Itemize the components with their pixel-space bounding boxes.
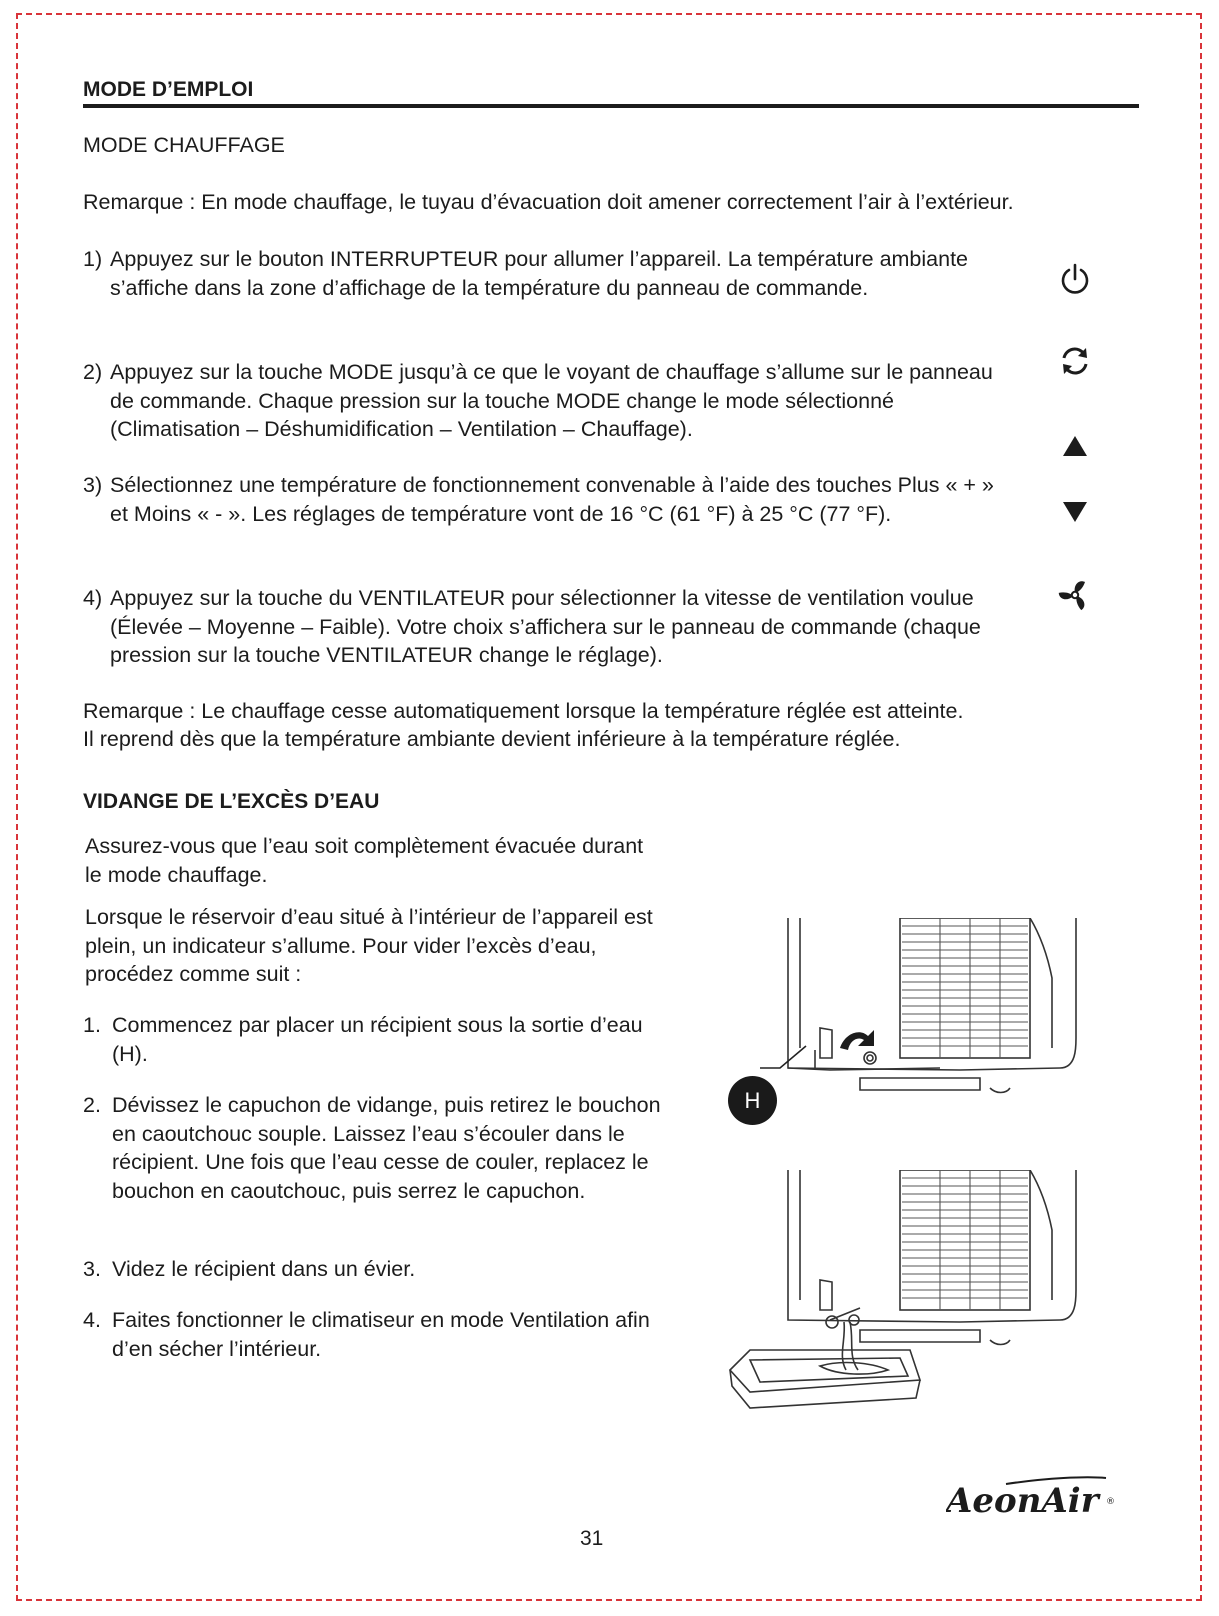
drain-intro: Assurez-vous que l’eau soit complètement évacuée durant le mode chauffage.	[85, 834, 644, 887]
step-number: 2.	[83, 1093, 101, 1117]
drain-intro: Lorsque le réservoir d’eau situé à l’intérieur de l’appareil est plein, un indicateur s’allume. Pour vider l’excès d’eau, procédez comme suit :	[85, 905, 653, 986]
page-title: MODE D’EMPLOI	[83, 78, 1139, 108]
callout-badge: H	[728, 1076, 777, 1125]
drain-step	[83, 1255, 683, 1284]
step-number: 2)	[83, 360, 103, 384]
draining-illustration	[720, 1170, 1080, 1420]
step-text: Appuyez sur le bouton INTERRUPTEUR pour allumer l’appareil. La température ambiante s’affiche dans la zone d’affichage de la température du panneau de commande.	[110, 247, 969, 300]
down-arrow-icon	[1062, 500, 1088, 524]
step-text: Faites fonctionner le climatiseur en mode Ventilation afin d’en sécher l’intérieur.	[112, 1308, 650, 1361]
drain-outlet-illustration	[760, 918, 1080, 1108]
svg-text:AeonAir: AeonAir	[946, 1481, 1099, 1520]
step-text: Videz le récipient dans un évier.	[112, 1257, 416, 1281]
step-text: Appuyez sur la touche MODE jusqu’à ce que le voyant de chauffage s’allume sur le panneau de commande. Chaque pression sur la touche MODE change le mode sélectionné (Climatisation – Déshumidification – Ventilation – Chauffage).	[110, 360, 993, 441]
page-number: 31	[580, 1527, 604, 1550]
step-text: Sélectionnez une température de fonctionnement convenable à l’aide des touches Plus « + » et Moins « - ». Les réglages de température vont de 16 °C (61 °F) à 25 °C (77 °F).	[110, 473, 994, 526]
step-text: Appuyez sur la touche du VENTILATEUR pour sélectionner la vitesse de ventilation voulue (Élevée – Moyenne – Faible). Votre choix s’affichera sur le panneau de commande (chaque pression sur la touche VENTILATEUR change le réglage).	[110, 586, 981, 667]
section-title: VIDANGE DE L’EXCÈS D’EAU	[83, 790, 380, 813]
step-number: 3)	[83, 473, 103, 497]
step-number: 1.	[83, 1013, 101, 1037]
heating-note-bottom: Remarque : Le chauffage cesse automatiquement lorsque la température réglée est atteinte.	[83, 699, 964, 723]
brand-logo	[946, 1476, 1116, 1520]
svg-text:®: ®	[1106, 1497, 1115, 1507]
power-icon	[1058, 262, 1092, 296]
heating-note: Remarque : En mode chauffage, le tuyau d’évacuation doit amener correctement l’air à l’extérieur.	[83, 190, 1014, 214]
step-text: Dévissez le capuchon de vidange, puis retirez le bouchon en caoutchouc souple. Laissez l’eau s’écouler dans le récipient. Une fois que l’eau cesse de couler, replacez le bouchon en caoutchouc, puis serrez le capuchon.	[112, 1093, 661, 1203]
mode-cycle-icon	[1058, 344, 1092, 378]
drain-step	[83, 1011, 643, 1068]
step-text: Commencez par placer un récipient sous la sortie d’eau (H).	[112, 1013, 643, 1066]
heating-step	[83, 358, 1013, 444]
section-subtitle: MODE CHAUFFAGE	[83, 133, 285, 157]
drain-step	[83, 1306, 683, 1363]
heating-step	[83, 245, 1013, 302]
step-number: 1)	[83, 247, 103, 271]
step-number: 4)	[83, 586, 103, 610]
heating-step	[83, 471, 1013, 528]
up-arrow-icon	[1062, 434, 1088, 458]
fan-icon	[1058, 578, 1092, 612]
drain-step	[83, 1091, 683, 1205]
step-number: 4.	[83, 1308, 101, 1332]
heating-note-bottom: Il reprend dès que la température ambiante devient inférieure à la température réglée.	[83, 727, 901, 751]
heating-step	[83, 584, 1013, 670]
step-number: 3.	[83, 1257, 101, 1281]
